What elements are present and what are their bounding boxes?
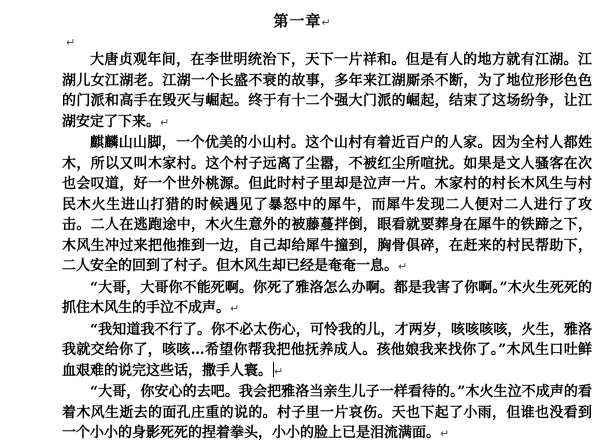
- paragraph-1-text: 大唐贞观年间，在李世明统治下，天下一片祥和。但是有人的地方就有江湖。江湖儿女江湖老。江湖一个长盛不衰的故事，多年来江湖厮杀不断，为了地位形形色色的门派和高手在毁灭与崛起。终于有十二个强大门派的崛起，结束了这场纷争，让江湖安定了下来。: [62, 52, 592, 130]
- empty-paragraph-mark-icon: ↵: [66, 36, 76, 49]
- paragraph-5[interactable]: [62, 382, 592, 445]
- paragraph-mark-icon: ↵: [321, 16, 332, 29]
- paragraph-mark-icon: ↵: [230, 302, 240, 315]
- paragraph-2[interactable]: [62, 133, 592, 278]
- paragraph-mark-icon: ↵: [274, 364, 284, 378]
- chapter-title: [0, 10, 605, 31]
- paragraph-2-text: 麒麟山山脚，一个优美的小山村。这个山村有着近百户的人家。因为全村人都姓木，所以又叫木家村。这个村子远离了尘嚣，不被红尘所喧扰。如果是文人骚客在次也会叹道，好一个世外桃源。但此时村子里却是泣声一片。木家村的村长木风生与村民木火生进山打猎的时候遇见了暴怒中的犀牛，而犀牛发现二人便对二人进行了攻击。二人在逃跑途中，木火生意外的被藤蔓拌倒，眼看就要葬身在犀牛的铁蹄之下，木风生冲过来把他推到一边，自己却给犀牛撞到，胸骨俱碎，在赶来的村民帮助下，二人安全的回到了村子。但木风生却已经是奄奄一息。: [62, 135, 592, 274]
- paragraph-1[interactable]: [62, 50, 592, 133]
- paragraph-3[interactable]: [62, 278, 592, 320]
- paragraph-3-text: “大哥，大哥你不能死啊。你死了雅洛怎么办啊。都是我害了你啊。”木火生死死的抓住木风生的手泣不成声。: [62, 279, 592, 316]
- document-body[interactable]: [62, 50, 592, 445]
- chapter-title-text: 第一章: [273, 12, 322, 30]
- paragraph-mark-icon: ↵: [398, 260, 408, 273]
- paragraph-mark-icon: ↵: [160, 115, 170, 129]
- paragraph-5-text: “大哥，你安心的去吧。我会把雅洛当亲生儿子一样看待的。”木火生泣不成声的看着木风生逝去的面孔庄重的说的。村子里一片哀伤。天也下起了小雨，但谁也没看到一个小小的身影死死的捏着拳头，小小的脸上已是泪流满面。: [62, 384, 592, 441]
- paragraph-4[interactable]: [62, 320, 592, 383]
- paragraph-mark-icon: ↵: [440, 427, 450, 440]
- paragraph-4-text: “我知道我不行了。你不必太伤心，可怜我的儿，才两岁，咳咳咳咳，火生，雅洛我就交给你了，咳咳…希望你帮我把他抚养成人。孩他娘我来找你了。”木风生口吐鲜血艰难的说完这些话，撒手人寰。: [62, 321, 592, 379]
